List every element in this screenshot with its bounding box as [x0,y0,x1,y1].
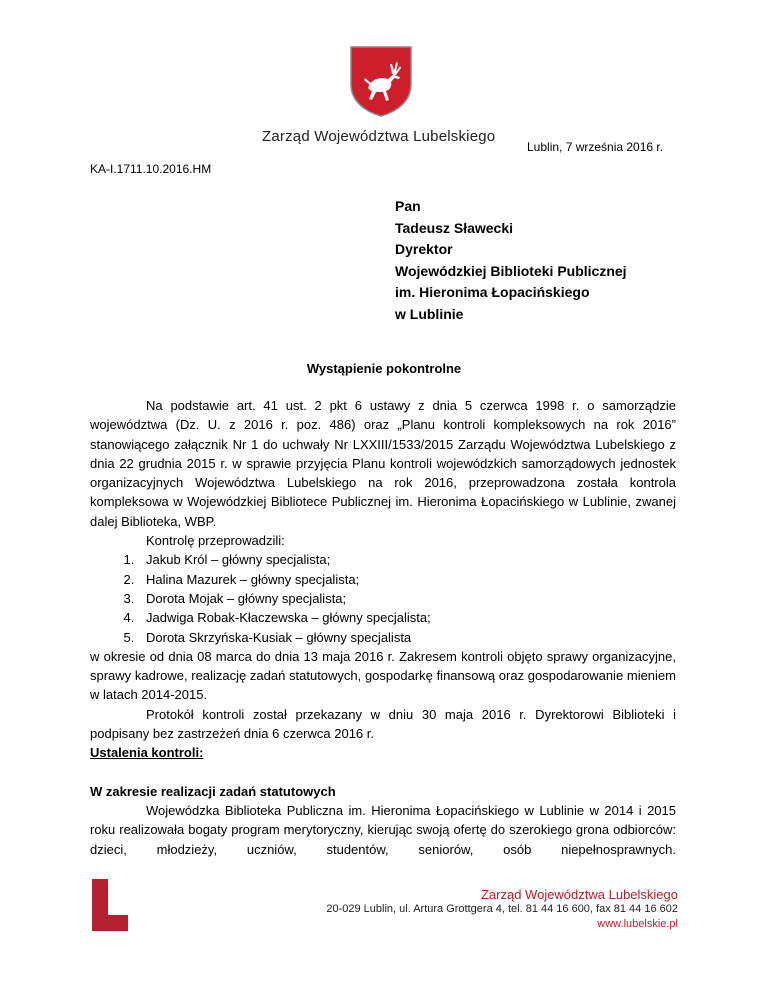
inspectors-list [90,550,676,646]
header-org-name: Zarząd Województwa Lubelskiego [262,128,496,145]
letter-date: Lublin, 7 września 2016 r. [527,140,664,154]
addressee-line: im. Hieronima Łopacińskiego [395,284,590,301]
paragraph-legal-basis: Na podstawie art. 41 ust. 2 pkt 6 ustawy z dnia 5 czerwca 1998 r. o samorządzie województwa (Dz. U. z 2016 r. poz. 486) oraz „Planu kontroli kompleksowych na rok 2016” stanowiącego załącznik Nr 1 do uchwały Nr LXXIII/1533/2015 Zarządu Województwa Lubelskiego z dnia 22 grudnia 2015 r. w sprawie przyjęcia Planu kontroli wojewódzkich samorządowych jednostek organizacyjnych Województwa Lubelskiego na rok 2016, przeprowadzona została kontrola kompleksowa w Wojewódzkiej Bibliotece Publicznej im. Hieronima Łopacińskiego w Lublinie, zwanej dalej Biblioteka, WBP. [90,398,676,529]
paragraph-statutory-tasks: Wojewódzka Biblioteka Publiczna im. Hieronima Łopacińskiego w Lublinie w 2014 i 2015 roku realizowała bogaty program merytoryczny, kierując swoją ofertę do szerokiego grona odbiorców: dzieci, młodzieży, uczniów, studentów, seniorów, osób niepełnosprawnych. [90,802,676,857]
addressee-line: Tadeusz Sławecki [395,219,514,236]
addressee-line: Pan [395,198,421,214]
footer-org-name: Zarząd Województwa Lubelskiego [480,887,678,902]
addressee-line: Wojewódzkiej Biblioteki Publicznej [395,262,627,279]
inspector-item: 4. Jadwiga Robak-Kłaczewska – główny specjalista; [138,608,676,627]
addressee-line: w Lublinie [395,305,464,322]
document-title: Wystąpienie pokontrolne [306,361,462,376]
paragraph-protocol: Protokół kontroli został przekazany w dniu 30 maja 2016 r. Dyrektorowi Biblioteki i podpisany bez zastrzeżeń dnia 6 czerwca 2016 r. [90,706,676,742]
reference-number: KA-I.1711.10.2016.HM [90,162,212,176]
footer-address: 20-029 Lublin, ul. Artura Grottgera 4, tel. 81 44 16 600, fax 81 44 16 602 [326,903,678,915]
inspectors-intro: Kontrolę przeprowadzili: [146,533,285,549]
findings-heading: Ustalenia kontroli: [90,745,204,761]
letter-body [90,396,676,859]
spacer [90,763,676,782]
section-heading: W zakresie realizacji zadań statutowych [90,783,336,799]
letter-l-logo-icon [90,879,130,931]
paragraph-scope: w okresie od dnia 08 marca do dnia 13 maja 2016 r. Zakresem kontroli objęto sprawy organizacyjne, sprawy kadrowe, realizację zadań statutowych, gospodarkę finansową oraz gospodarowanie mieniem w latach 2014-2015. [90,648,676,703]
inspector-item: 1. Jakub Król – główny specjalista; [138,550,676,569]
inspector-item: 5. Dorota Skrzyńska-Kusiak – główny specjalista [138,628,676,647]
coat-of-arms-icon [348,44,414,118]
footer-website-link[interactable]: www.lubelskie.pl [597,918,678,930]
inspector-item: 2. Halina Mazurek – główny specjalista; [138,570,676,589]
footer [326,887,678,932]
addressee-line: Dyrektor [395,241,453,258]
inspector-item: 3. Dorota Mojak – główny specjalista; [138,589,676,608]
addressee-block [395,196,627,326]
